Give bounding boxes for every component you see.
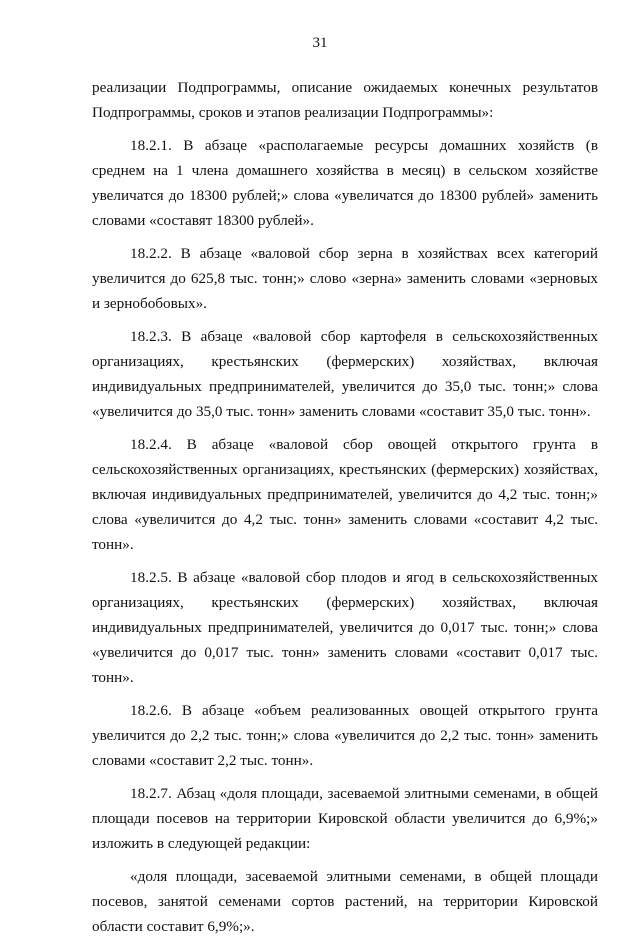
page-number: 31 <box>312 35 328 51</box>
paragraph-intro-continuation: реализации Подпрограммы, описание ожидаемых конечных результатов Подпрограммы, сроков и этапов реализации Подпрограммы»: <box>92 79 598 121</box>
paragraph-18-2-4: 18.2.4. В абзаце «валовой сбор овощей открытого грунта в сельскохозяйственных организациях, крестьянских (фермерских) хозяйствах, включая индивидуальных предпринимателей, увеличится до 4,2 тыс. тонн;» слова «увеличится до 4,2 тыс. тонн» заменить словами «составит 4,2 тыс. тонн». <box>92 436 598 553</box>
paragraph-18-2-7: 18.2.7. Абзац «доля площади, засеваемой элитными семенами, в общей площади посевов на территории Кировской области увеличится до 6,9%;» изложить в следующей редакции: <box>92 785 598 852</box>
paragraph-new-wording: «доля площади, засеваемой элитными семенами, в общей площади посевов, занятой семенами сортов растений, на территории Кировской области составит 6,9%;». <box>92 868 598 935</box>
paragraph-18-2-2: 18.2.2. В абзаце «валовой сбор зерна в хозяйствах всех категорий увеличится до 625,8 тыс. тонн;» слово «зерна» заменить словами «зерновых и зернобобовых». <box>92 245 598 312</box>
paragraph-18-2-3: 18.2.3. В абзаце «валовой сбор картофеля в сельскохозяйственных организациях, крестьянских (фермерских) хозяйствах, включая индивидуальных предпринимателей, увеличится до 35,0 тыс. тонн;» слова «увеличится до 35,0 тыс. тонн» заменить словами «составит 35,0 тыс. тонн». <box>92 328 598 420</box>
paragraph-18-2-6: 18.2.6. В абзаце «объем реализованных овощей открытого грунта увеличится до 2,2 тыс. тонн;» слова «увеличится до 2,2 тыс. тонн» заменить словами «составит 2,2 тыс. тонн». <box>92 702 598 769</box>
paragraph-18-2-5: 18.2.5. В абзаце «валовой сбор плодов и ягод в сельскохозяйственных организациях, крестьянских (фермерских) хозяйствах, включая индивидуальных предпринимателей, увеличится до 0,017 тыс. тонн;» слова «увеличится до 0,017 тыс. тонн» заменить словами «составит 0,017 тыс. тонн». <box>92 569 598 686</box>
paragraph-18-2-1: 18.2.1. В абзаце «располагаемые ресурсы домашних хозяйств (в среднем на 1 члена домашнего хозяйства в месяц) в сельском хозяйстве увеличатся до 18300 рублей;» слова «увеличатся до 18300 рублей» заменить словами «составят 18300 рублей». <box>92 137 598 229</box>
document-body <box>92 75 598 947</box>
